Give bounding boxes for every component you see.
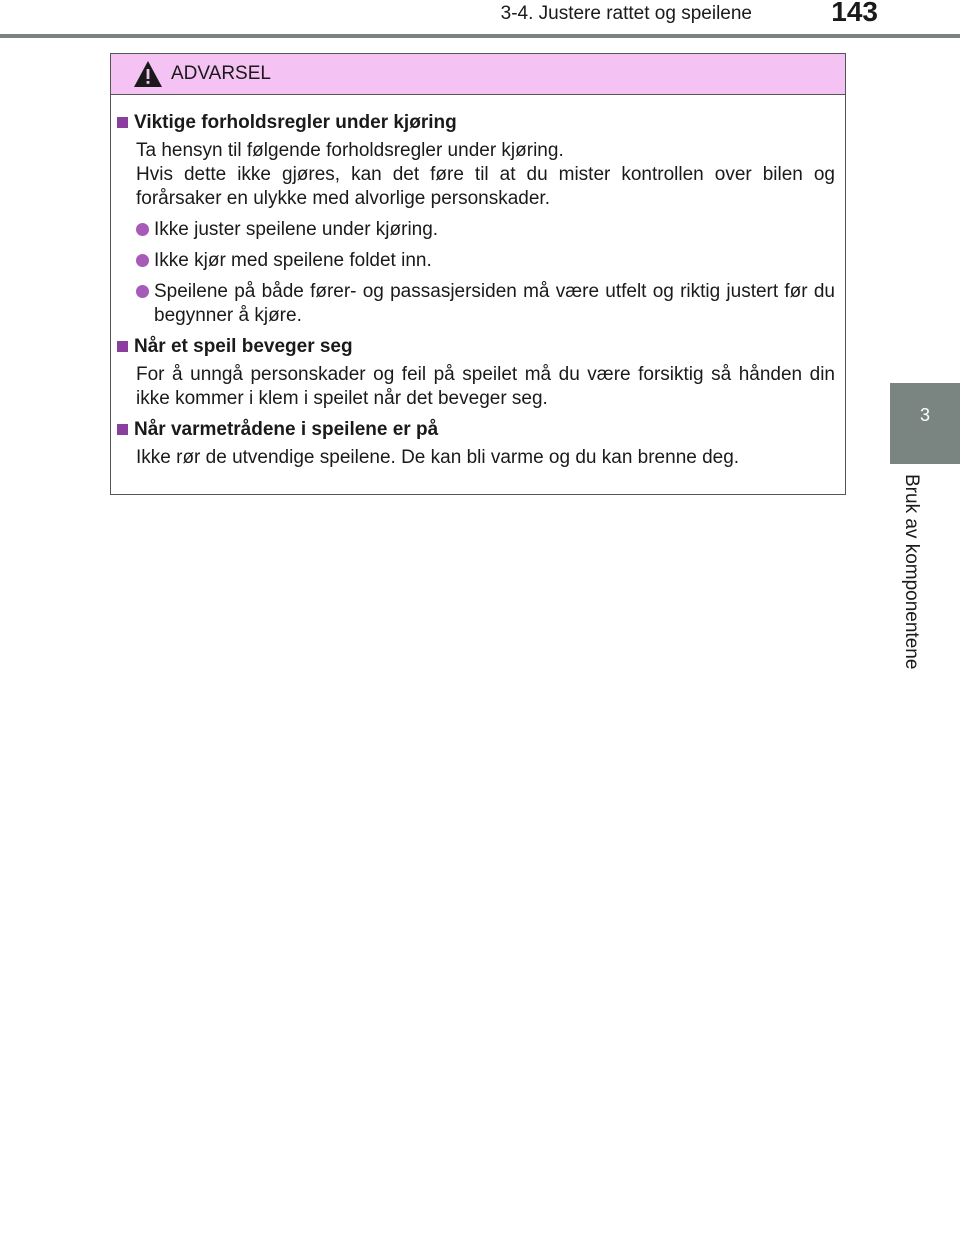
square-bullet-icon: [117, 424, 128, 435]
square-bullet-icon: [117, 341, 128, 352]
paragraph: Ikke rør de utvendige speilene. De kan bli varme og du kan brenne deg.: [136, 447, 740, 468]
warning-triangle-icon: [133, 60, 163, 88]
warning-title: ADVARSEL: [171, 63, 271, 84]
chapter-number: 3: [919, 405, 930, 425]
page-number: 143: [831, 0, 878, 27]
chapter-tab: [890, 383, 960, 464]
paragraph: Ta hensyn til følgende forholdsregler under kjøring. Hvis dette ikke gjøres, kan det føre til at du mister kontrollen over bilen og forårsaker en ulykke med alvorlige personskader.: [136, 140, 835, 209]
list-item: Ikke kjør med speilene foldet inn.: [136, 249, 835, 273]
warning-box: [110, 53, 846, 495]
warning-body: [111, 95, 845, 470]
section-heading: Viktige forholdsregler under kjøring: [117, 111, 835, 135]
section-title: 3-4. Justere rattet og speilene: [500, 3, 752, 24]
paragraph: For å unngå personskader og feil på speilet må du være forsiktig så hånden din ikke kommer i klem i speilet når det beveger seg.: [136, 364, 835, 409]
section-heading: Når varmetrådene i speilene er på: [117, 418, 835, 442]
list-item: Speilene på både fører- og passasjersiden må være utfelt og riktig justert før du begynner å kjøre.: [136, 280, 835, 328]
page-header: [0, 0, 960, 40]
warning-header: [111, 54, 845, 95]
dot-bullet-icon: [136, 223, 149, 236]
dot-bullet-icon: [136, 285, 149, 298]
square-bullet-icon: [117, 117, 128, 128]
header-rule: [0, 34, 960, 38]
dot-bullet-icon: [136, 254, 149, 267]
section-heading: Når et speil beveger seg: [117, 335, 835, 359]
chapter-label: Bruk av komponentene: [901, 474, 922, 670]
list-item: Ikke juster speilene under kjøring.: [136, 218, 835, 242]
